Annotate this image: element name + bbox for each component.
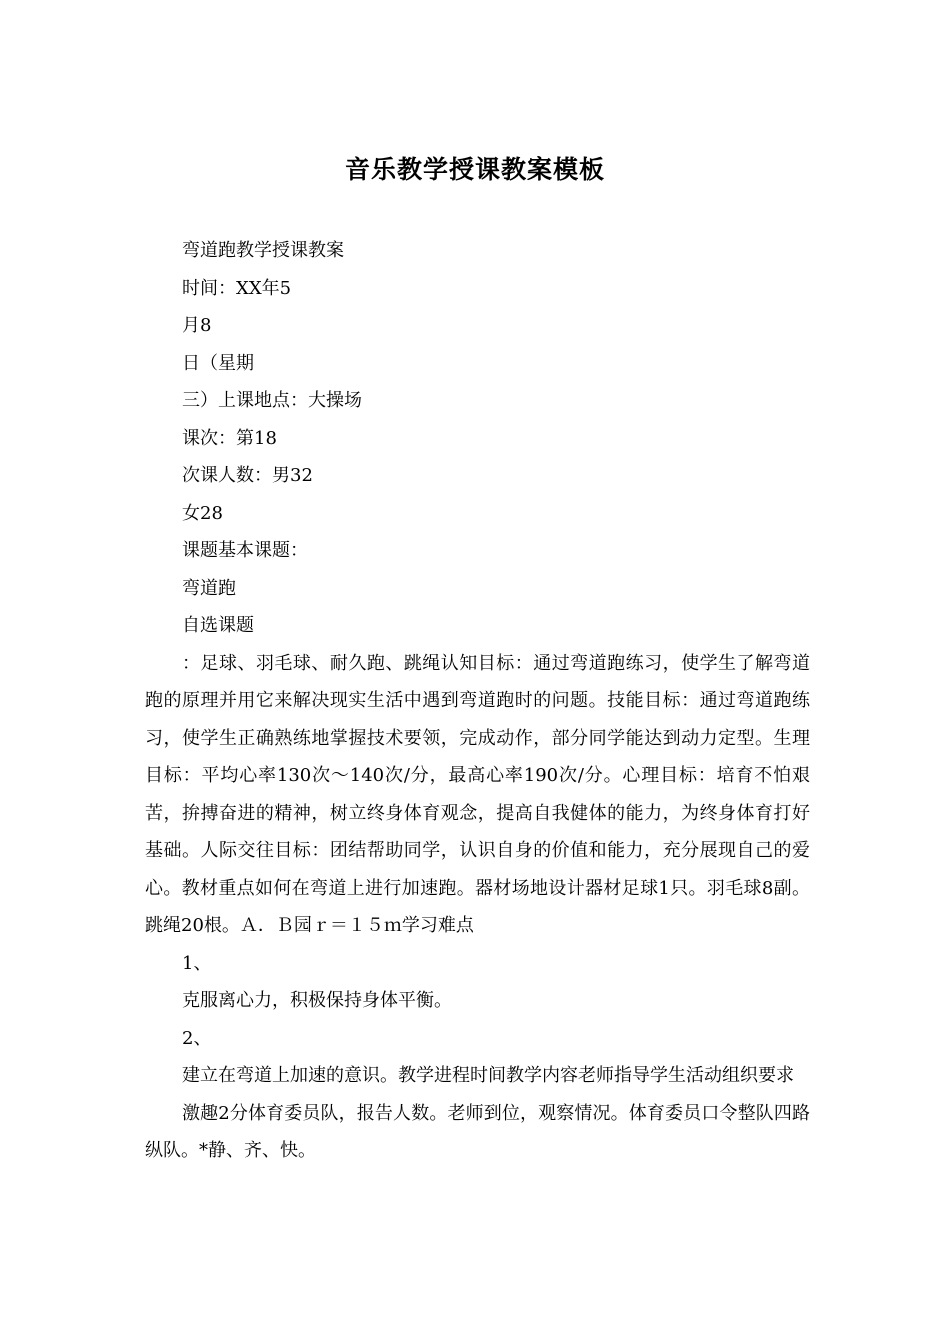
elective-topic-line: 自选课题 (182, 615, 254, 636)
difficulty-item-2-number: 2、 (182, 1027, 212, 1049)
document-title: 音乐教学授课教案模板 (344, 155, 605, 184)
students-line: 次课人数：男32 (182, 465, 313, 486)
lesson-heading: 弯道跑教学授课教案 (182, 240, 344, 261)
document-body (145, 232, 810, 1170)
difficulty-item-1-text: 克服离心力，积极保持身体平衡。 (182, 990, 452, 1011)
time-line: 时间：XX年5 (182, 277, 292, 299)
location-line: 三）上课地点：大操场 (182, 390, 362, 411)
topic-line: 课题基本课题： (182, 540, 308, 561)
female-count-line: 女28 (182, 502, 223, 524)
topic-value-line: 弯道跑 (182, 577, 236, 599)
month-line: 月8 (182, 315, 212, 336)
difficulty-item-1-number: 1、 (182, 952, 212, 974)
day-line: 日（星期 (182, 352, 254, 374)
warmup-paragraph: 激趣2分体育委员队，报告人数。老师到位，观察情况。体育委员口令整队四路纵队。*静、齐、快。 (145, 1102, 810, 1161)
session-line: 课次：第18 (182, 427, 277, 449)
difficulty-item-2-text: 建立在弯道上加速的意识。教学进程时间教学内容老师指导学生活动组织要求 (182, 1065, 794, 1086)
objectives-paragraph: ：足球、羽毛球、耐久跑、跳绳认知目标：通过弯道跑练习，使学生了解弯道跑的原理并用它来解决现实生活中遇到弯道跑时的问题。技能目标：通过弯道跑练习，使学生正确熟练地掌握技术要领，完成动作，部分同学能达到动力定型。生理目标：平均心率130次～140次/分，最高心率190次/分。心理目标：培育不怕艰苦，拚搏奋进的精神，树立终身体育观念，提高自我健体的能力，为终身体育打好基础。人际交往目标：团结帮助同学，认识自身的价值和能力，充分展现自己的爱心。教材重点如何在弯道上进行加速跑。器材场地设计器材足球1只。羽毛球8副。跳绳20根。Ａ．Ｂ园ｒ＝１５ｍ学习难点 (145, 652, 810, 936)
